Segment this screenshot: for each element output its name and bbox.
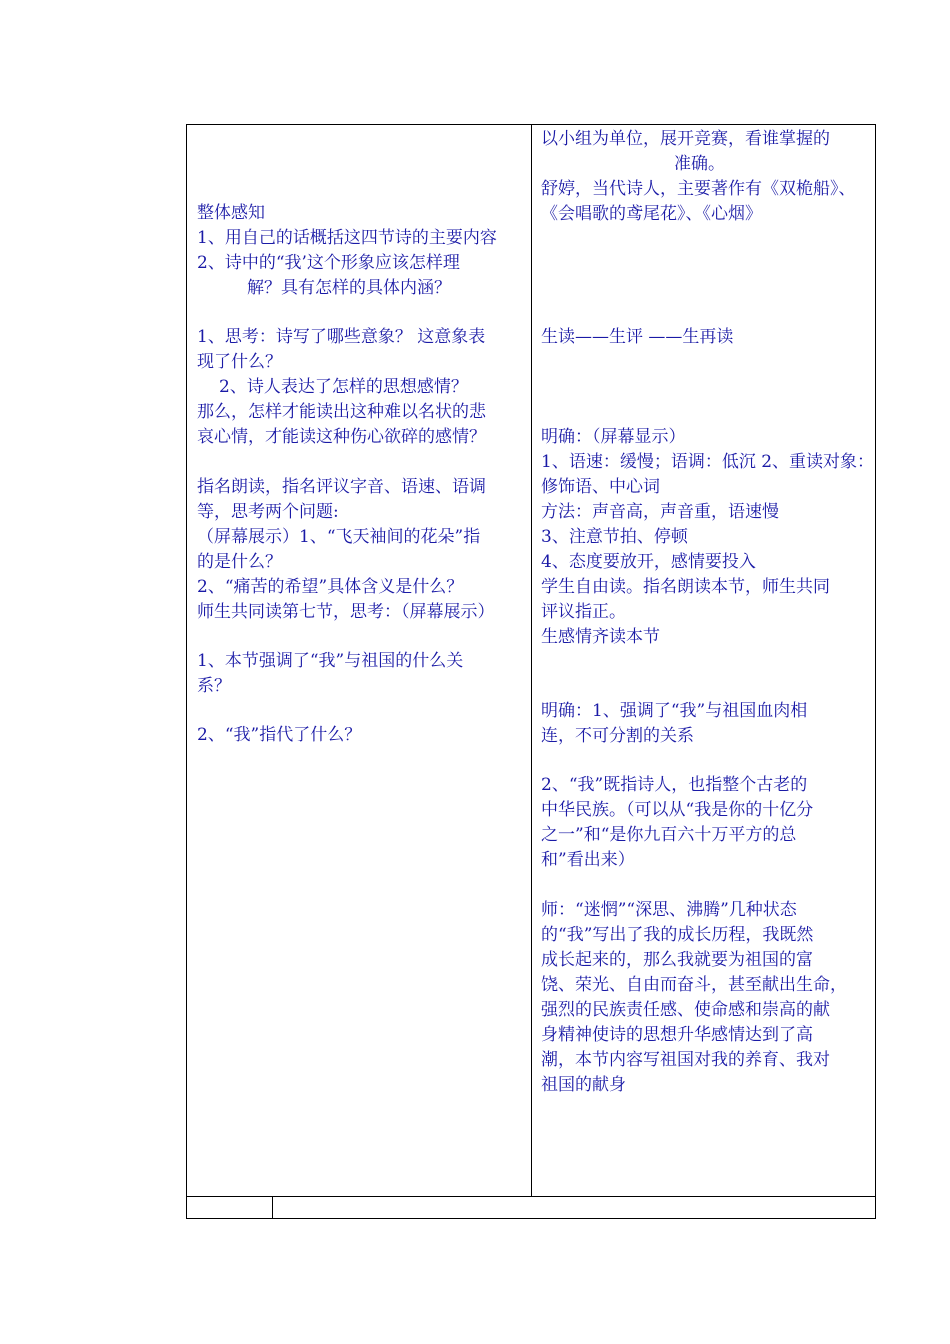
text-line: 连，不可分割的关系 xyxy=(541,726,694,746)
text-line: 准确。 xyxy=(674,154,725,174)
text-line: 整体感知 xyxy=(197,203,265,223)
text-line: 的是什么？ xyxy=(197,552,282,572)
text-line: 哀心情，才能读这种伤心欲碎的感情？ xyxy=(197,427,486,447)
text-line: 明确：（屏幕显示） xyxy=(541,427,686,447)
text-line: 师：“迷惘”“深思、沸腾”几种状态 xyxy=(541,900,797,920)
text-line: 1、思考：诗写了哪些意象？ 这意象表 xyxy=(197,327,486,347)
text-line: 潮，本节内容写祖国对我的养育、我对 xyxy=(541,1050,830,1070)
text-line: 等，思考两个问题: xyxy=(197,502,339,522)
text-line: 方法：声音高，声音重，语速慢 xyxy=(541,502,779,522)
text-line: 那么，怎样才能读出这种难以名状的悲 xyxy=(197,402,486,422)
text-line: 2、诗人表达了怎样的思想感情？ xyxy=(219,377,468,397)
text-line: 现了什么？ xyxy=(197,352,282,372)
text-line: 2、“痛苦的希望”具体含义是什么？ xyxy=(197,577,464,597)
text-line: 强烈的民族责任感、使命感和崇高的献 xyxy=(541,1000,830,1020)
text-line: 学生自由读。指名朗读本节，师生共同 xyxy=(541,577,830,597)
text-line: 祖国的献身 xyxy=(541,1075,626,1095)
text-line: 系？ xyxy=(197,676,231,696)
text-line: 生感情齐读本节 xyxy=(541,627,660,647)
text-line: 解？具有怎样的具体内涵？ xyxy=(247,278,451,298)
text-line: 以小组为单位，展开竞赛，看谁掌握的 xyxy=(541,129,830,149)
text-line: 修饰语、中心词 xyxy=(541,477,660,497)
text-line: 明确：1、强调了“我”与祖国血肉相 xyxy=(541,701,808,721)
text-line: 师生共同读第七节，思考：（屏幕展示） xyxy=(197,602,495,622)
footer-cell xyxy=(273,1197,875,1219)
text-line: 1、用自己的话概括这四节诗的主要内容 xyxy=(197,228,497,248)
text-line: 中华民族。（可以从“我是你的十亿分 xyxy=(541,800,814,820)
text-line: 1、本节强调了“我”与祖国的什么关 xyxy=(197,651,464,671)
text-line: 指名朗读，指名评议字音、语速、语调 xyxy=(197,477,486,497)
left-column xyxy=(187,125,532,1196)
text-line: 《会唱歌的鸢尾花》、《心烟》 xyxy=(541,204,762,224)
text-line: 之一”和“是你九百六十万平方的总 xyxy=(541,825,797,845)
text-line: 4、态度要放开，感情要投入 xyxy=(541,552,756,572)
text-line: 的“我”写出了我的成长历程，我既然 xyxy=(541,925,814,945)
text-line: 2、诗中的“我’这个形象应该怎样理 xyxy=(197,253,460,273)
text-line: 舒婷，当代诗人，主要著作有《双桅船》、 xyxy=(541,179,856,199)
text-line: 生读——生评 ——生再读 xyxy=(541,327,734,347)
table-footer-row xyxy=(187,1196,875,1218)
text-line: 身精神使诗的思想升华感情达到了高 xyxy=(541,1025,813,1045)
right-column xyxy=(532,125,875,1196)
text-line: 成长起来的，那么我就要为祖国的富 xyxy=(541,950,813,970)
text-line: （屏幕展示）1、“飞天袖间的花朵”指 xyxy=(197,527,481,547)
text-line: 1、语速：缓慢；语调：低沉 2、重读对象： xyxy=(541,452,875,472)
text-line: 饶、荣光、自由而奋斗，甚至献出生命， xyxy=(541,975,847,995)
text-line: 2、“我”既指诗人，也指整个古老的 xyxy=(541,775,808,795)
text-line: 2、“我”指代了什么？ xyxy=(197,725,362,745)
text-line: 3、注意节拍、停顿 xyxy=(541,527,688,547)
text-line: 评议指正。 xyxy=(541,602,626,622)
text-line: 和”看出来） xyxy=(541,850,635,870)
lesson-table xyxy=(186,124,876,1219)
footer-cell xyxy=(187,1197,273,1219)
